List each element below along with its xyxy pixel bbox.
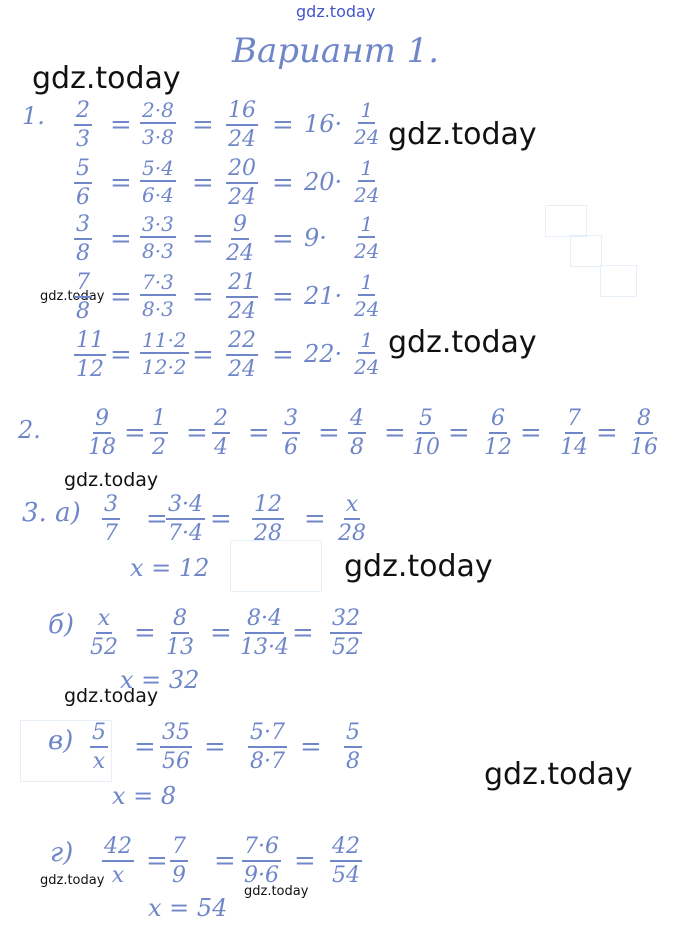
equals-sign: = [520,418,542,448]
fraction [412,408,440,459]
fraction [170,836,188,887]
equals-sign: = [146,504,168,534]
watermark: gdz.today [484,757,633,792]
task-1-multiplier: 9· [304,224,327,252]
numerator: 1 [360,270,374,294]
equals-sign: = [272,224,294,254]
equals-sign: = [596,418,618,448]
equals-sign: = [272,282,294,312]
fraction [560,408,588,459]
task-3-label: 3. а) [22,498,81,528]
equals-sign: = [248,418,270,448]
numerator: 3·3 [142,212,174,236]
equals-sign: = [448,418,470,448]
equals-sign: = [210,504,232,534]
equals-sign: = [192,110,214,140]
equals-sign: = [110,340,132,370]
watermark: gdz.today [296,2,376,21]
equals-sign: = [192,282,214,312]
denominator: 28 [254,521,282,546]
numerator: 4 [348,408,366,434]
fraction [166,608,194,659]
denominator: 24 [228,299,256,324]
denominator: 12 [76,357,104,382]
equals-sign: = [124,418,146,448]
denominator: 18 [88,435,116,460]
numerator: 22 [226,330,258,356]
fraction [90,608,118,659]
watermark: gdz.today [344,549,493,584]
numerator: 42 [330,836,362,862]
watermark: gdz.today [64,469,159,491]
fraction [212,408,230,459]
task-3d-answer: x = 54 [148,894,228,922]
fraction [240,608,289,659]
denominator: 6·4 [142,183,174,207]
equals-sign: = [186,418,208,448]
denominator: 52 [90,635,118,660]
numerator: x [344,494,360,520]
denominator: 9·6 [244,863,279,888]
task-3b-label: б) [48,610,75,640]
denominator: 12·2 [142,355,187,379]
fraction [102,494,120,545]
fraction [88,408,116,459]
task-3a-answer: x = 12 [130,554,210,582]
equals-sign: = [304,504,326,534]
fraction [630,408,658,459]
grid-trace [600,265,637,297]
numerator: 1 [150,408,168,434]
equals-sign: = [294,846,316,876]
fraction [74,330,106,381]
equals-sign: = [110,168,132,198]
numerator: 6 [489,408,507,434]
numerator: 7 [565,408,583,434]
denominator: 8 [350,435,364,460]
watermark: gdz.today [388,117,537,152]
numerator: 1 [360,328,374,352]
numerator: 5 [74,158,92,184]
numerator: 3 [282,408,300,434]
fraction [226,272,258,323]
fraction [140,272,176,319]
denominator: 8·3 [142,297,174,321]
task-3c-label: в) [48,726,74,756]
equals-sign: = [204,732,226,762]
watermark: gdz.today [40,873,105,888]
numerator: 12 [252,494,284,520]
denominator: 8·7 [250,749,285,774]
denominator: 13 [166,635,194,660]
numerator: 1 [360,156,374,180]
denominator: 28 [338,521,366,546]
fraction [354,214,379,261]
equals-sign: = [210,618,232,648]
numerator: 2 [212,408,230,434]
fraction [140,330,189,377]
denominator: 7 [104,521,118,546]
numerator: 9 [93,408,111,434]
numerator: x [96,608,112,634]
page-title: Вариант 1. [232,31,440,71]
denominator: 3·8 [142,125,174,149]
fraction [330,608,362,659]
fraction [338,494,366,545]
fraction [74,100,92,151]
equals-sign: = [192,340,214,370]
denominator: 7·4 [168,521,203,546]
fraction [74,214,92,265]
watermark: gdz.today [64,685,159,707]
numerator: 7 [170,836,188,862]
fraction [354,100,379,147]
fraction [226,158,258,209]
equals-sign: = [110,282,132,312]
denominator: 3 [76,127,90,152]
fraction [160,722,192,773]
denominator: x [111,863,125,888]
fraction [354,158,379,205]
numerator: 7 [74,272,92,298]
numerator: 7·6 [242,836,281,862]
numerator: 35 [160,722,192,748]
numerator: 16 [226,100,258,126]
denominator: 24 [354,183,380,207]
denominator: 8·3 [142,239,174,263]
equals-sign: = [192,224,214,254]
numerator: 5·7 [248,722,287,748]
fraction [102,836,134,887]
numerator: 11·2 [142,328,187,352]
numerator: 11 [74,330,106,356]
fraction [226,100,258,151]
denominator: 12 [484,435,512,460]
watermark: gdz.today [32,61,181,96]
fraction [354,330,379,377]
equals-sign: = [300,732,322,762]
denominator: 4 [214,435,228,460]
fraction [74,158,92,209]
numerator: 8 [635,408,653,434]
fraction [344,722,362,773]
watermark: gdz.today [244,884,309,899]
denominator: 10 [412,435,440,460]
equals-sign: = [292,618,314,648]
watermark: gdz.today [40,289,105,304]
numerator: 8·4 [245,608,284,634]
denominator: x [92,749,106,774]
numerator: 2·8 [142,98,174,122]
task-1-multiplier: 21· [304,282,343,310]
numerator: 5·4 [142,156,174,180]
equals-sign: = [318,418,340,448]
denominator: 13·4 [240,635,289,660]
numerator: 5 [417,408,435,434]
numerator: 42 [102,836,134,862]
grid-trace [570,235,602,267]
equals-sign: = [214,846,236,876]
numerator: 7·3 [142,270,174,294]
denominator: 24 [226,241,254,266]
fraction [226,330,258,381]
numerator: 9 [231,214,249,240]
fraction [252,494,284,545]
fraction [140,214,176,261]
fraction [242,836,281,887]
numerator: 2 [74,100,92,126]
denominator: 24 [354,355,380,379]
task-1-multiplier: 20· [304,168,343,196]
denominator: 24 [354,125,380,149]
fraction [140,100,176,147]
denominator: 24 [228,357,256,382]
task-1-label: 1. [22,102,45,130]
fraction [330,836,362,887]
denominator: 16 [630,435,658,460]
task-3c-answer: x = 8 [112,782,177,810]
denominator: 24 [354,239,380,263]
denominator: 8 [76,241,90,266]
grid-trace [230,540,322,592]
numerator: 8 [171,608,189,634]
fraction [348,408,366,459]
equals-sign: = [110,110,132,140]
equals-sign: = [134,732,156,762]
task-1-multiplier: 16· [304,110,343,138]
fraction [90,722,108,773]
denominator: 24 [228,127,256,152]
denominator: 8 [346,749,360,774]
fraction [226,214,254,265]
denominator: 24 [354,297,380,321]
numerator: 1 [360,212,374,236]
denominator: 54 [332,863,360,888]
numerator: 3 [102,494,120,520]
watermark: gdz.today [388,325,537,360]
task-3d-label: г) [50,838,74,868]
fraction [282,408,300,459]
task-1-multiplier: 22· [304,340,343,368]
task-3b-answer: x = 32 [120,666,200,694]
numerator: 3·4 [166,494,205,520]
denominator: 9 [172,863,186,888]
denominator: 2 [152,435,166,460]
equals-sign: = [272,110,294,140]
denominator: 56 [162,749,190,774]
fraction [140,158,176,205]
equals-sign: = [384,418,406,448]
equals-sign: = [272,340,294,370]
equals-sign: = [110,224,132,254]
fraction [166,494,205,545]
denominator: 52 [332,635,360,660]
numerator: 20 [226,158,258,184]
denominator: 14 [560,435,588,460]
grid-trace [545,205,587,237]
equals-sign: = [134,618,156,648]
fraction [354,272,379,319]
denominator: 6 [76,185,90,210]
fraction [484,408,512,459]
denominator: 8 [76,299,90,324]
fraction [74,272,92,323]
numerator: 3 [74,214,92,240]
fraction [248,722,287,773]
denominator: 24 [228,185,256,210]
numerator: 5 [344,722,362,748]
numerator: 1 [360,98,374,122]
numerator: 32 [330,608,362,634]
equals-sign: = [192,168,214,198]
numerator: 21 [226,272,258,298]
equals-sign: = [272,168,294,198]
task-2-label: 2. [18,416,41,444]
fraction [150,408,168,459]
denominator: 6 [284,435,298,460]
equals-sign: = [146,846,168,876]
numerator: 5 [90,722,108,748]
